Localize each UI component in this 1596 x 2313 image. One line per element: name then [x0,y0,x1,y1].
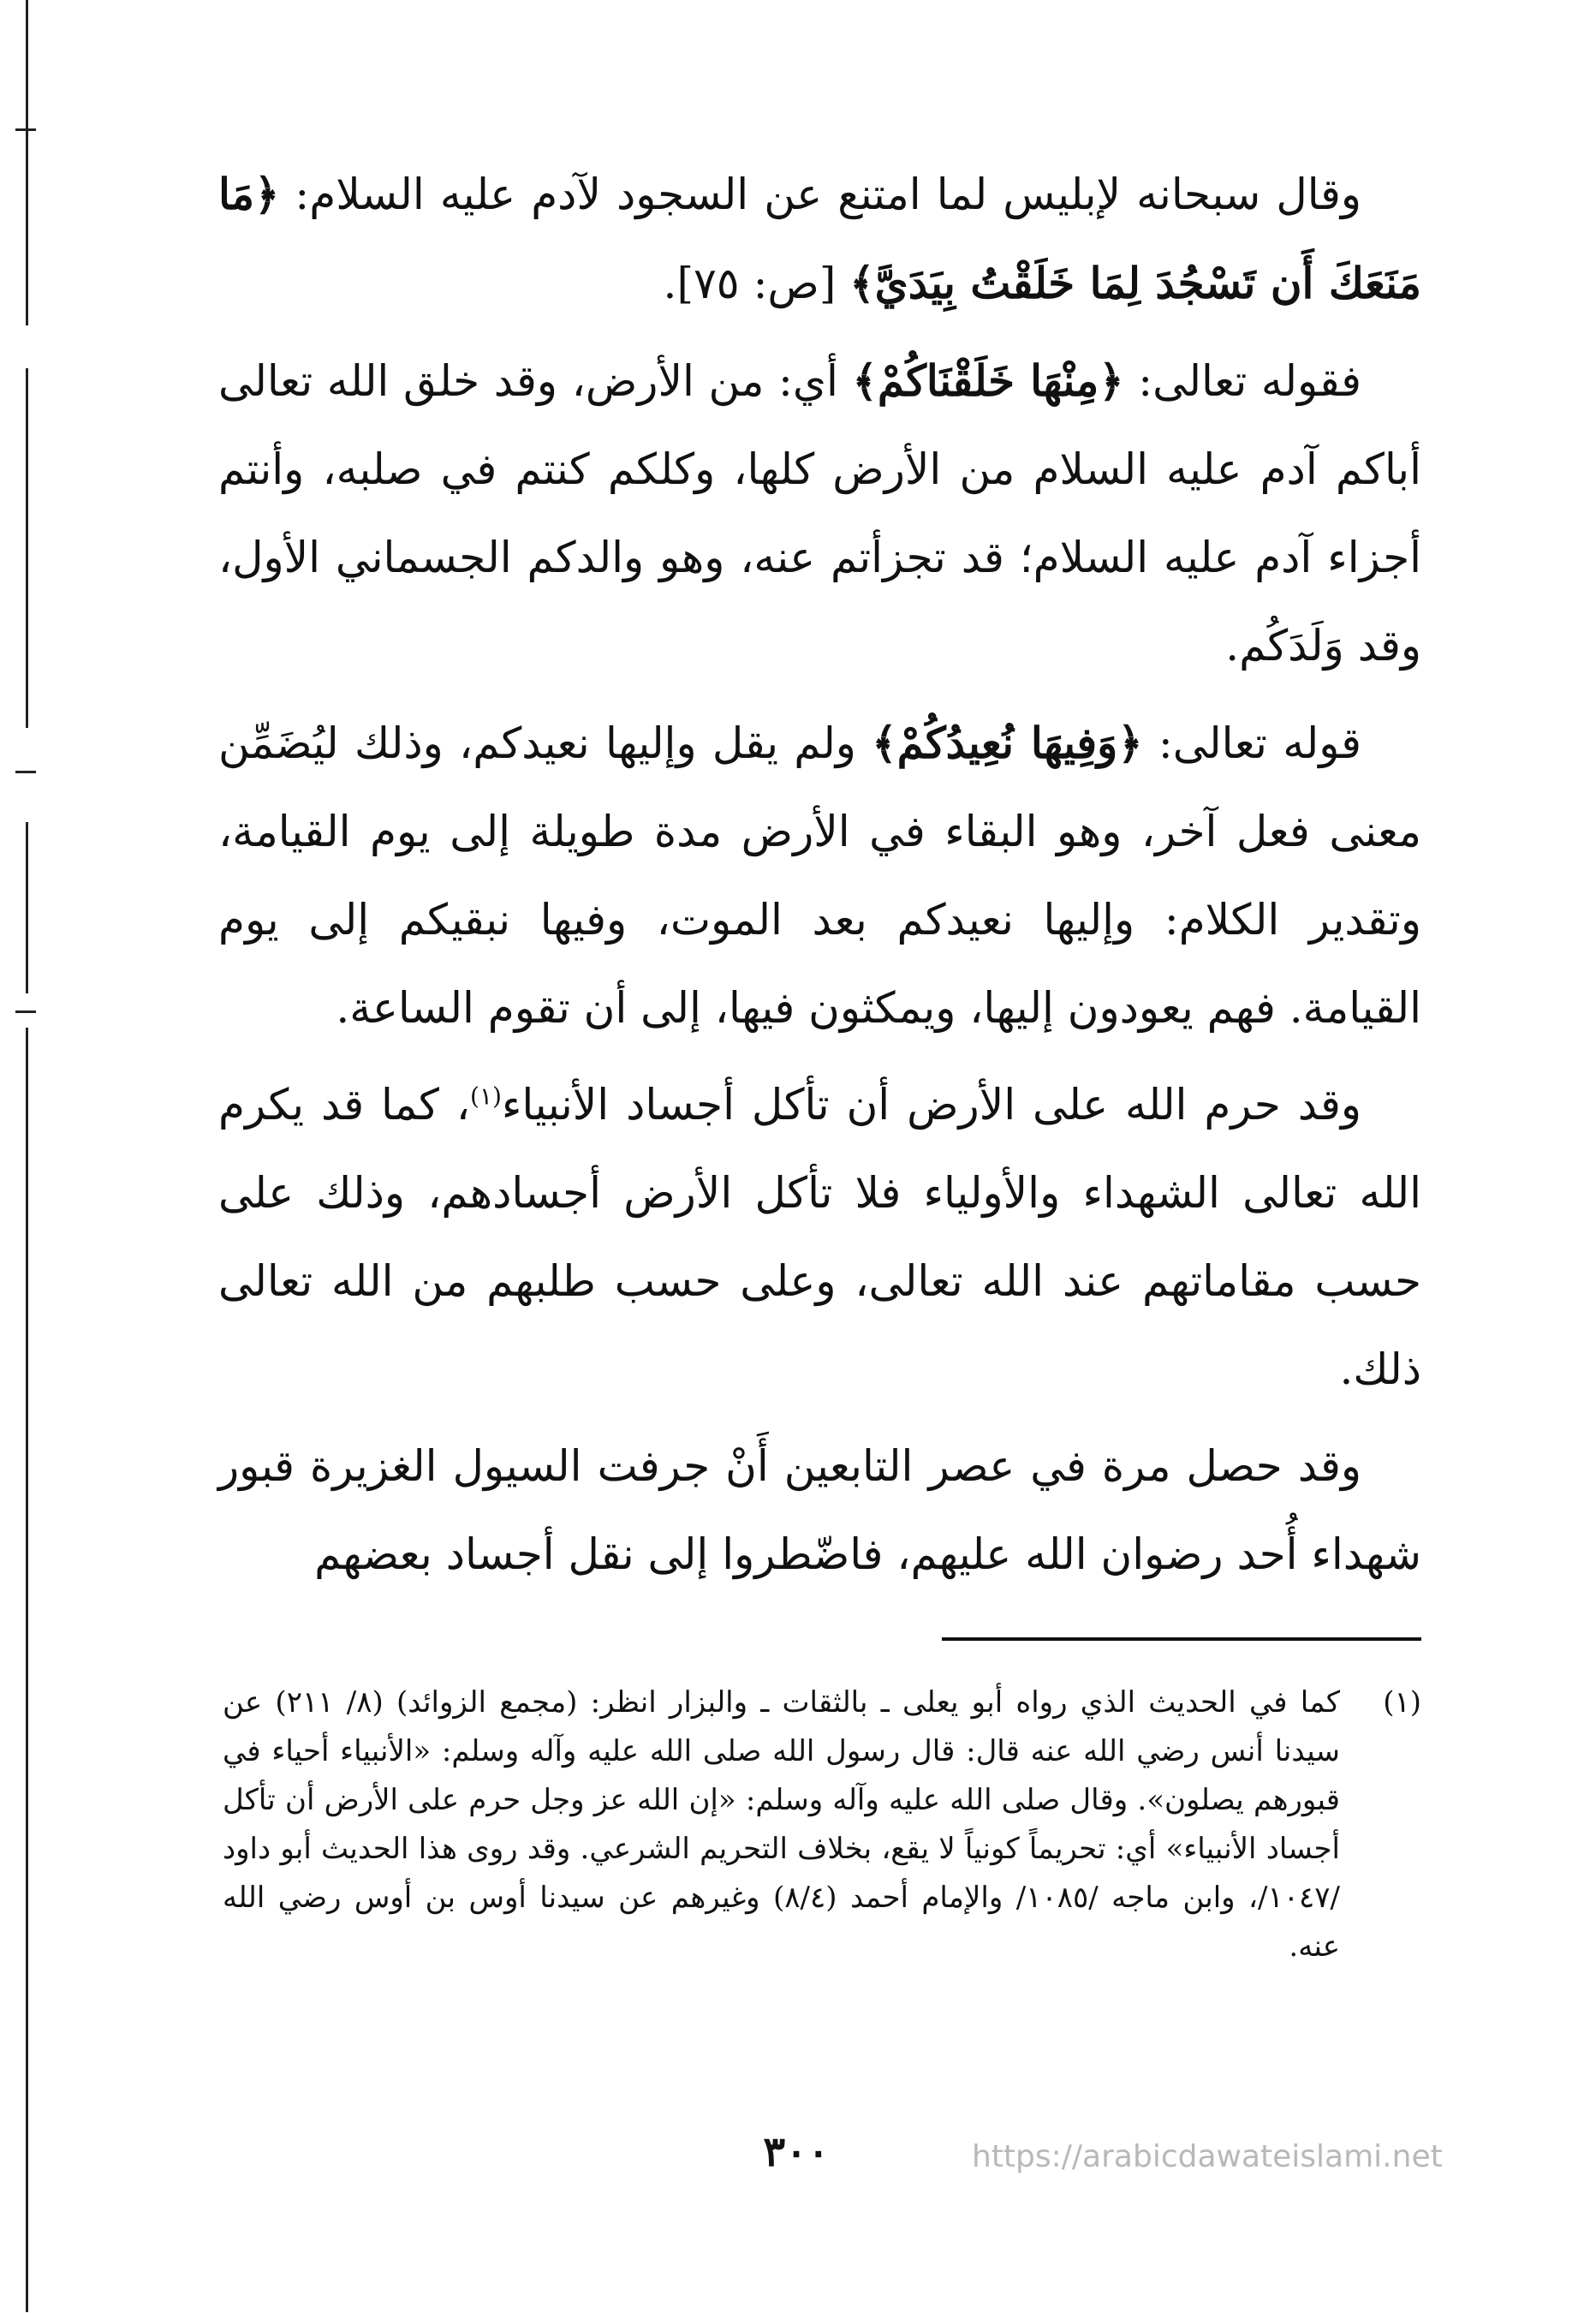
footnotes [223,1678,1421,1971]
quran-verse: ﴿مَا مَنَعَكَ أَن تَسْجُدَ لِمَا خَلَقْتُ بِيَدَيَّ﴾ [218,169,1421,308]
paragraph [218,337,1421,690]
footnote-separator [942,1637,1421,1641]
footnote-text: كما في الحديث الذي رواه أبو يعلى ـ بالثقات ـ والبزار انظر: (مجمع الزوائد) (٨/ ٢١١) عن سيدنا أنس رضي الله عنه قال: قال رسول الله صلى الله عليه وآله وسلم: «الأنبياء أحياء في قبورهم يصلون». وقال صلى الله عليه وآله وسلم: «إن الله عز وجل حرم على الأرض أن تأكل أجساد الأنبياء» أي: تحريماً كونياً لا يقع، بخلاف التحريم الشرعي. وقد روى هذا الحديث أبو داود /١٠٤٧/، وابن ماجه /١٠٨٥/ والإمام أحمد (٨/٤) وغيرهم عن سيدنا أوس بن أوس رضي الله عنه. [223,1685,1341,1964]
scan-edge-tick [15,771,36,773]
body-text [218,150,1421,1607]
scan-edge-line [26,0,28,325]
paragraph-text: ولم يقل وإليها نعيدكم، وذلك ليُضَمِّن معنى فعل آخر، وهو البقاء في الأرض مدة طويلة إلى يوم القيامة، وتقدير الكلام: وإليها نعيدكم بعد الموت، وفيها نبقيكم إلى يوم القيامة. فهم يعودون إليها، ويمكثون فيها، إلى أن تقوم الساعة. [218,718,1421,1033]
paragraph-text: فقوله تعالى: [1123,356,1362,406]
scan-edge-tick [15,1010,36,1013]
paragraph [218,1422,1421,1599]
paragraph [218,1061,1421,1414]
scan-edge-line [26,822,28,993]
paragraph-text: [ص: ٧٥]. [663,259,850,308]
paragraph [218,699,1421,1052]
scan-edge-line [26,1028,28,2312]
footnote-number: (١) [1383,1685,1422,1720]
paragraph-text: وقال سبحانه لإبليس لما امتنع عن السجود لآدم عليه السلام: [279,170,1361,219]
footnote-reference[interactable]: (١) [470,1082,502,1111]
scan-edge-line [26,368,28,728]
paragraph-text: وقد حرم الله على الأرض أن تأكل أجساد الأنبياء [501,1080,1361,1130]
paragraph-text: وقد حصل مرة في عصر التابعين أَنْ جرفت السيول الغزيرة قبور شهداء أُحد رضوان الله عليهم، فاضّطروا إلى نقل أجساد بعضهم [218,1441,1421,1579]
paragraph-text: ، كما قد يكرم الله تعالى الشهداء والأولياء فلا تأكل الأرض أجسادهم، وذلك على حسب مقاماتهم عند الله تعالى، وعلى حسب طلبهم من الله تعالى ذلك. [218,1080,1421,1394]
scan-edge-tick [15,128,36,131]
paragraph [218,150,1421,328]
paragraph-text: قوله تعالى: [1142,718,1361,768]
footnote [223,1678,1421,1971]
page-number: ٣٠٠ [763,2128,830,2176]
quran-verse: ﴿وَفِيهَا نُعِيدُكُمْ﴾ [872,718,1143,768]
quran-verse: ﴿مِنْهَا خَلَقْنَاكُمْ﴾ [852,355,1124,406]
paragraph-text: أي: من الأرض، وقد خلق الله تعالى أباكم آدم عليه السلام من الأرض كلها، وكلكم كنتم في صلبه، وأنتم أجزاء آدم عليه السلام؛ قد تجزأتم عنه، وهو والدكم الجسماني الأول، وقد وَلَدَكُم. [218,356,1421,671]
watermark: https://arabicdawateislami.net [972,2139,1443,2174]
